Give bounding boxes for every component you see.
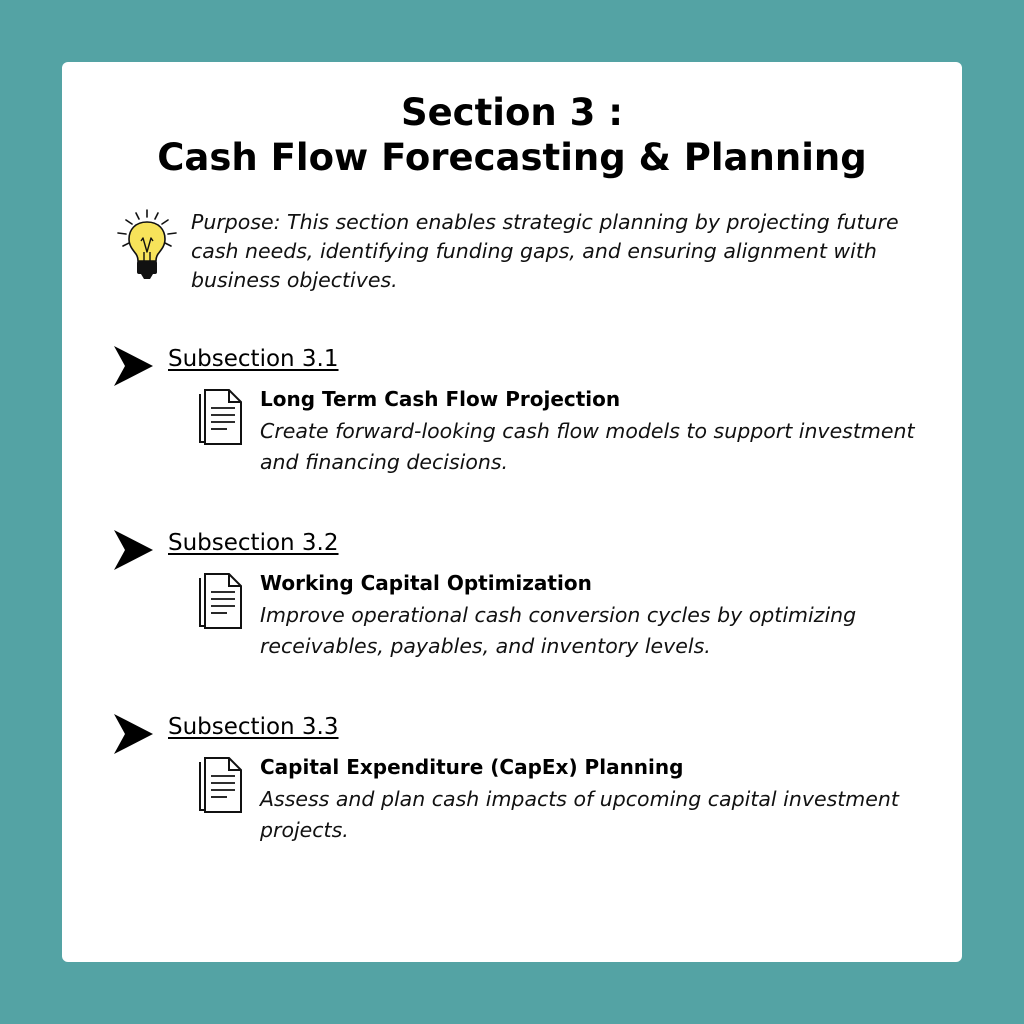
subsection-heading: Subsection 3.3 xyxy=(168,714,339,740)
title-line-1: Section 3 : xyxy=(400,91,624,134)
document-icon xyxy=(198,570,244,632)
subsection-3-2 xyxy=(112,528,932,668)
item-title: Capital Expenditure (CapEx) Planning xyxy=(260,755,684,779)
arrow-icon xyxy=(112,528,154,572)
document-icon xyxy=(198,754,244,816)
lightbulb-icon xyxy=(115,208,179,284)
subsection-heading: Subsection 3.1 xyxy=(168,346,339,372)
subsection-heading: Subsection 3.2 xyxy=(168,530,339,556)
arrow-icon xyxy=(112,344,154,388)
arrow-icon xyxy=(112,712,154,756)
title-line-2: Cash Flow Forecasting & Planning xyxy=(157,136,867,179)
purpose-text: Purpose: This section enables strategic planning by projecting future cash needs, identifying funding gaps, and ensuring alignment with business objectives. xyxy=(191,210,899,292)
item-title: Long Term Cash Flow Projection xyxy=(260,387,621,411)
content-card xyxy=(62,62,962,962)
subsection-3-1 xyxy=(112,344,932,484)
subsection-3-3 xyxy=(112,712,932,852)
item-title: Working Capital Optimization xyxy=(260,571,592,595)
document-icon xyxy=(198,386,244,448)
item-description: Assess and plan cash impacts of upcoming capital investment projects. xyxy=(260,787,899,842)
item-description: Create forward-looking cash flow models to support investment and financing decisions. xyxy=(260,419,915,474)
item-description: Improve operational cash conversion cycles by optimizing receivables, payables, and inventory levels. xyxy=(260,603,857,658)
page-title xyxy=(62,90,962,180)
